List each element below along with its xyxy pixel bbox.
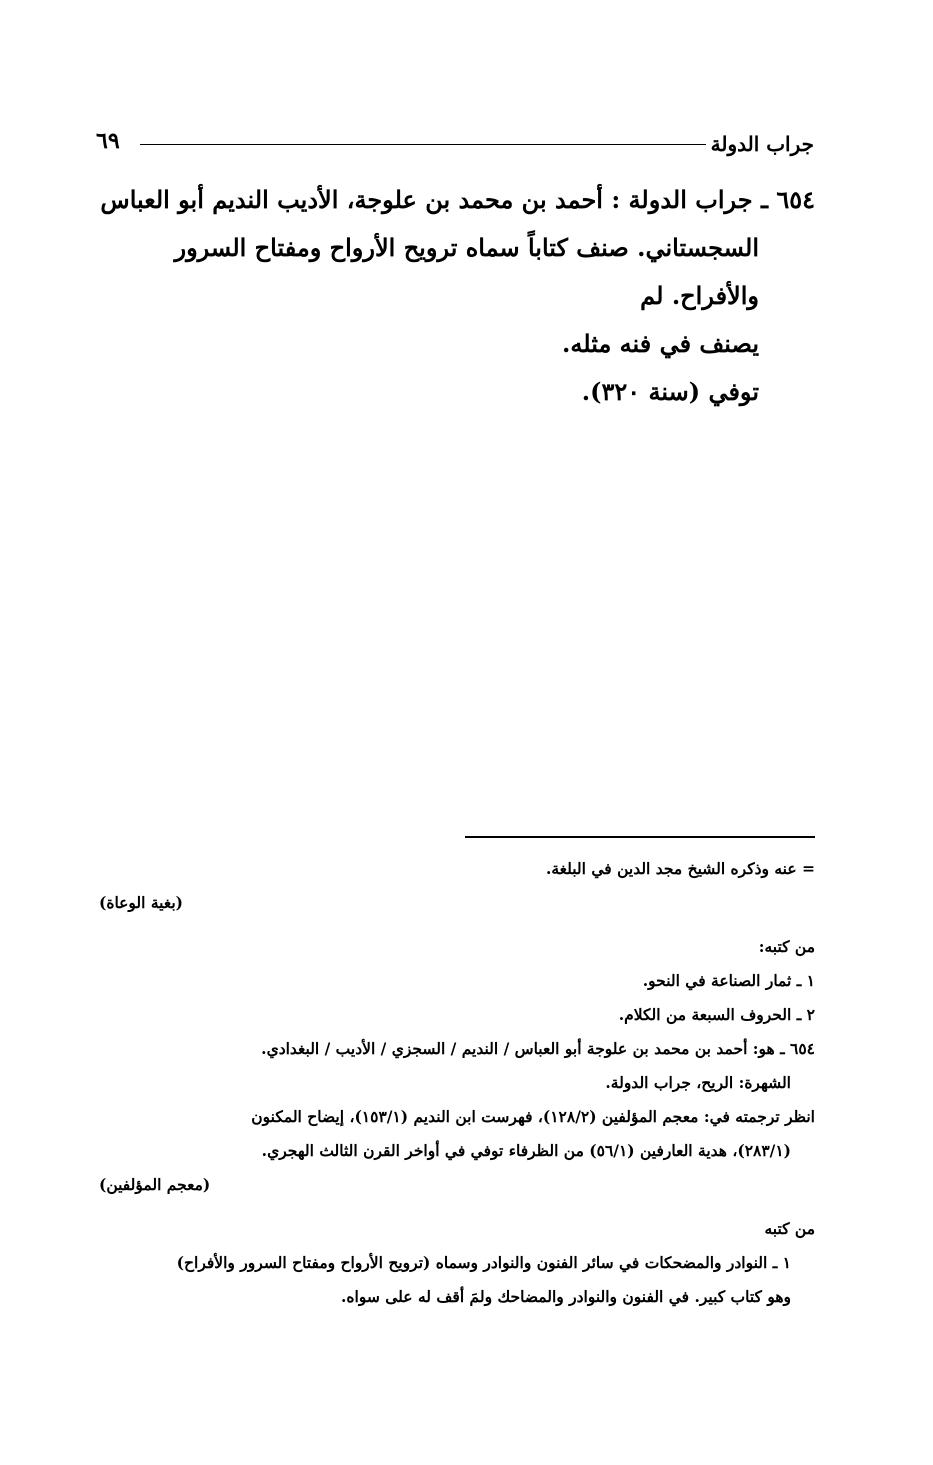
main-entry xyxy=(99,176,815,416)
page-number: ٦٩ xyxy=(96,128,120,154)
header-rule xyxy=(140,144,706,145)
footnote-refs-line-1: انظر ترجمته في: معجم المؤلفين (١٢٨/٢)، فهرست ابن النديم (١٥٣/١)، إيضاح المكنون xyxy=(251,1107,815,1126)
entry-line-3: يصنف في فنه مثله. xyxy=(562,329,759,358)
running-title: جراب الدولة xyxy=(710,132,814,156)
footnote-separator xyxy=(465,836,815,838)
footnote-book-3-line-1: ١ ـ النوادر والمضحكات في سائر الفنون والنوادر وسماه (ترويح الأرواح ومفتاح السرور والأفراح) xyxy=(176,1253,791,1272)
entry-line-1-text: أحمد بن محمد بن علوجة، الأديب النديم أبو العباس xyxy=(100,185,612,214)
entry-line-1 xyxy=(99,176,815,224)
entry-death: توفي (سنة ٣٢٠). xyxy=(581,377,759,406)
footnote-source-2: (معجم المؤلفين) xyxy=(99,1175,211,1194)
entry-line-2: السجستاني. صنف كتاباً سماه ترويح الأرواح ومفتاح السرور والأفراح. لم xyxy=(174,233,759,310)
footnote-book-2: ٢ ـ الحروف السبعة من الكلام. xyxy=(618,1005,815,1024)
footnote-source-1: (بغية الوعاة) xyxy=(99,893,183,912)
footnote-book-3-line-2: وهو كتاب كبير. في الفنون والنوادر والمضاحك ولمَ أقف له على سواه. xyxy=(341,1287,791,1306)
footnote-fame: الشهرة: الريح، جراب الدولة. xyxy=(605,1073,791,1092)
footnote-book-1: ١ ـ ثمار الصناعة في النحو. xyxy=(642,971,815,990)
footnote-books-heading-1: من كتبه: xyxy=(758,937,815,956)
footnote-continuation: = عنه وذكره الشيخ مجد الدين في البلغة. xyxy=(545,859,815,878)
footnote-books-heading-2: من كتبه xyxy=(764,1219,815,1238)
footnote-entry-line: ٦٥٤ ـ هو: أحمد بن محمد بن علوجة أبو العباس / النديم / السجزي / الأديب / البغدادي. xyxy=(261,1039,815,1058)
footnotes xyxy=(99,852,815,1314)
footnote-refs-line-2: (٢٨٣/١)، هدية العارفين (٥٦/١) من الظرفاء توفي في أواخر القرن الثالث الهجري. xyxy=(261,1141,791,1160)
page-header xyxy=(96,128,814,164)
entry-label: ٦٥٤ ـ جراب الدولة : xyxy=(611,185,815,214)
